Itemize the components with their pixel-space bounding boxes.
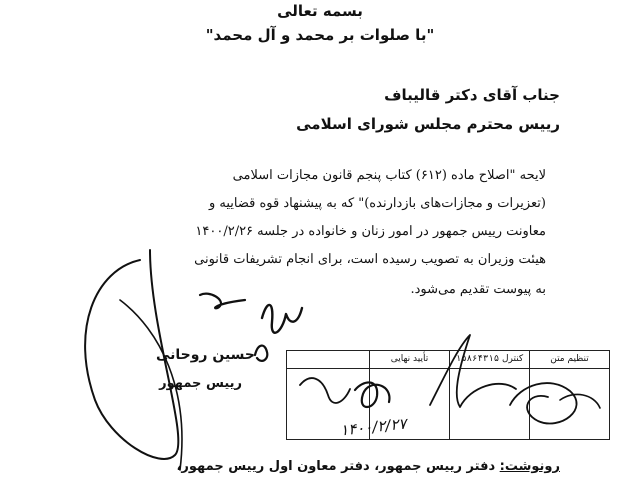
prepare-header: تنظیم متن — [530, 351, 609, 369]
signatory-title: رییس جمهور — [159, 376, 242, 391]
signatory-name: حسین روحانی — [155, 347, 255, 363]
control-label: کنترل — [502, 354, 524, 364]
control-cell — [449, 351, 529, 439]
body-line: به پیوست تقدیم می‌شود. — [410, 282, 546, 297]
control-table — [286, 350, 610, 440]
invocation-heading: بسمه تعالی — [277, 2, 363, 20]
handwritten-date: ۱۴۰۰/۲/۲۷ — [339, 414, 408, 440]
prepare-cell — [529, 351, 609, 439]
control-number: ۱۵۸۶۴۳۱۵ — [455, 354, 500, 364]
body-line: (تعزیرات و مجازات‌های بازدارنده)" که به پیشنهاد قوه قضاییه و — [208, 196, 546, 211]
cc-text: دفتر رییس جمهور، دفتر معاون اول رییس جمهور، — [176, 459, 496, 474]
cc-line — [176, 459, 560, 474]
salawat-line: "با صلوات بر محمد و آل محمد" — [205, 26, 435, 44]
cc-label: رونوشت: — [499, 459, 560, 474]
body-line: لایحه "اصلاح ماده (۶۱۲) کتاب پنجم قانون مجازات اسلامی — [232, 168, 546, 183]
approve-header: تأیید نهایی — [370, 351, 449, 369]
addressee-name: جناب آقای دکتر قالیباف — [384, 86, 560, 104]
addressee-title: رییس محترم مجلس شورای اسلامی — [296, 115, 560, 133]
body-line: هیئت وزیران به تصویب رسیده است، برای انجام تشریفات قانونی — [194, 252, 546, 267]
body-line: معاونت رییس جمهور در امور زنان و خانواده در جلسه ۱۴۰۰/۲/۲۶ — [195, 224, 546, 239]
control-header — [450, 351, 529, 369]
blank-header — [287, 351, 369, 369]
